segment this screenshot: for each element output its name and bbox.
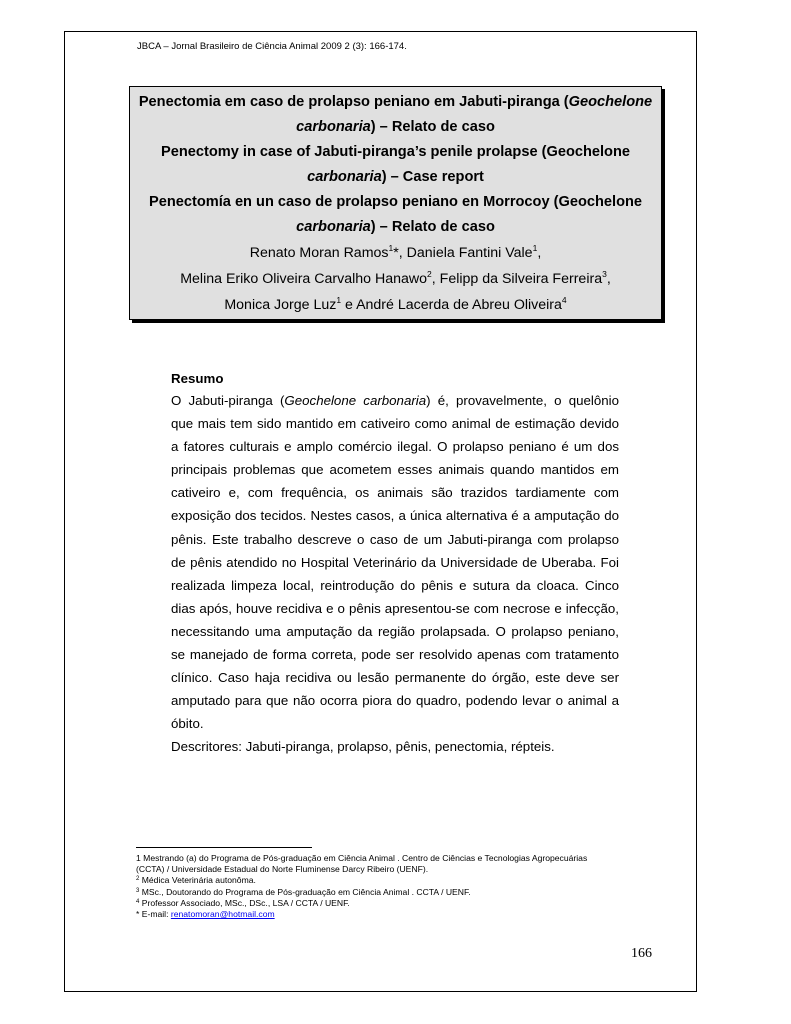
authors-line1: Renato Moran Ramos$^1$*, Daniela Fantini Vale$^1$, xyxy=(249,243,542,261)
authors-line3: Monica Jorge Luz$^1$ e André Lacerda de Abreu Oliveira$^4$ xyxy=(224,295,567,313)
title-es-line1: Penectomía en un caso de prolapso peniano en Morrocoy (Geochelone xyxy=(148,194,643,210)
footnote-4: $^4$ Professor Associado, MSc., DSc., LSA / CCTA / UENF. xyxy=(136,897,350,908)
abstract-heading: Resumo xyxy=(171,371,224,386)
abstract-section xyxy=(171,368,619,758)
email-link[interactable]: renatomoran@hotmail.com xyxy=(170,909,275,920)
title-es-line2: carbonaria) – Relato de caso xyxy=(296,219,495,235)
footnote-1: 1 Mestrando (a) do Programa de Pós-graduação em Ciência Animal . Centro de Ciências e Tecnologias Agropecuárias (CCTA) / Universidade Estadual do Norte Fluminense Darcy Ribeiro (UENF). xyxy=(136,853,588,875)
keywords: Descritores: Jabuti-piranga, prolapso, pênis, penectomia, répteis. xyxy=(171,739,555,755)
title-en-line2: carbonaria) – Case report xyxy=(307,169,484,185)
title-pt-line2: carbonaria) – Relato de caso xyxy=(296,119,495,135)
footnote-divider xyxy=(136,847,312,848)
page-number: 166 xyxy=(631,946,652,961)
title-box xyxy=(129,86,662,320)
title-pt-line1: Penectomia em caso de prolapso peniano em Jabuti-piranga (Geochelone xyxy=(138,94,653,110)
running-header: JBCA – Jornal Brasileiro de Ciência Animal 2009 2 (3): 166-174. xyxy=(137,41,407,52)
footnote-email: * E-mail: renatomoran@hotmail.com xyxy=(136,909,275,920)
title-en-line1: Penectomy in case of Jabuti-piranga’s penile prolapse (Geochelone xyxy=(160,144,631,160)
abstract-text: O Jabuti-piranga (Geochelone carbonaria) é, provavelmente, o quelônio que mais tem sido mantido em cativeiro como animal de estimação devido a fatores culturais e amplo comércio ilegal. O prolapso peniano é um dos principais problemas que acometem esses animais quando mantidos em cativeiro e, com frequência, os animais são trazidos tardiamente com exposição dos tecidos. Nestes casos, a única alternativa é a amputação do pênis. Este trabalho descreve o caso de um Jabuti-piranga com prolapso de pênis atendido no Hospital Veterinário da Universidade de Uberaba. Foi realizada limpeza local, reintrodução do pênis e sutura da cloaca. Cinco dias após, houve recidiva e o pênis apresentou-se com necrose e infecção, necessitando uma amputação da região prolapsada. O prolapso peniano, se manejado de forma correta, pode ser resolvido apenas com tratamento clínico. Caso haja recidiva ou lesão permanente do órgão, este deve ser amputado para que não ocorra piora do quadro, podendo levar o animal a óbito. xyxy=(171,393,619,732)
authors-line2: Melina Eriko Oliveira Carvalho Hanawo$^2$, Felipp da Silveira Ferreira$^3$, xyxy=(180,269,611,287)
footnote-3: $^3$ MSc., Doutorando do Programa de Pós-graduação em Ciência Animal . CCTA / UENF. xyxy=(136,886,471,897)
footnote-2: $^2$ Médica Veterinária autonôma. xyxy=(136,875,256,886)
footnotes xyxy=(136,853,606,920)
